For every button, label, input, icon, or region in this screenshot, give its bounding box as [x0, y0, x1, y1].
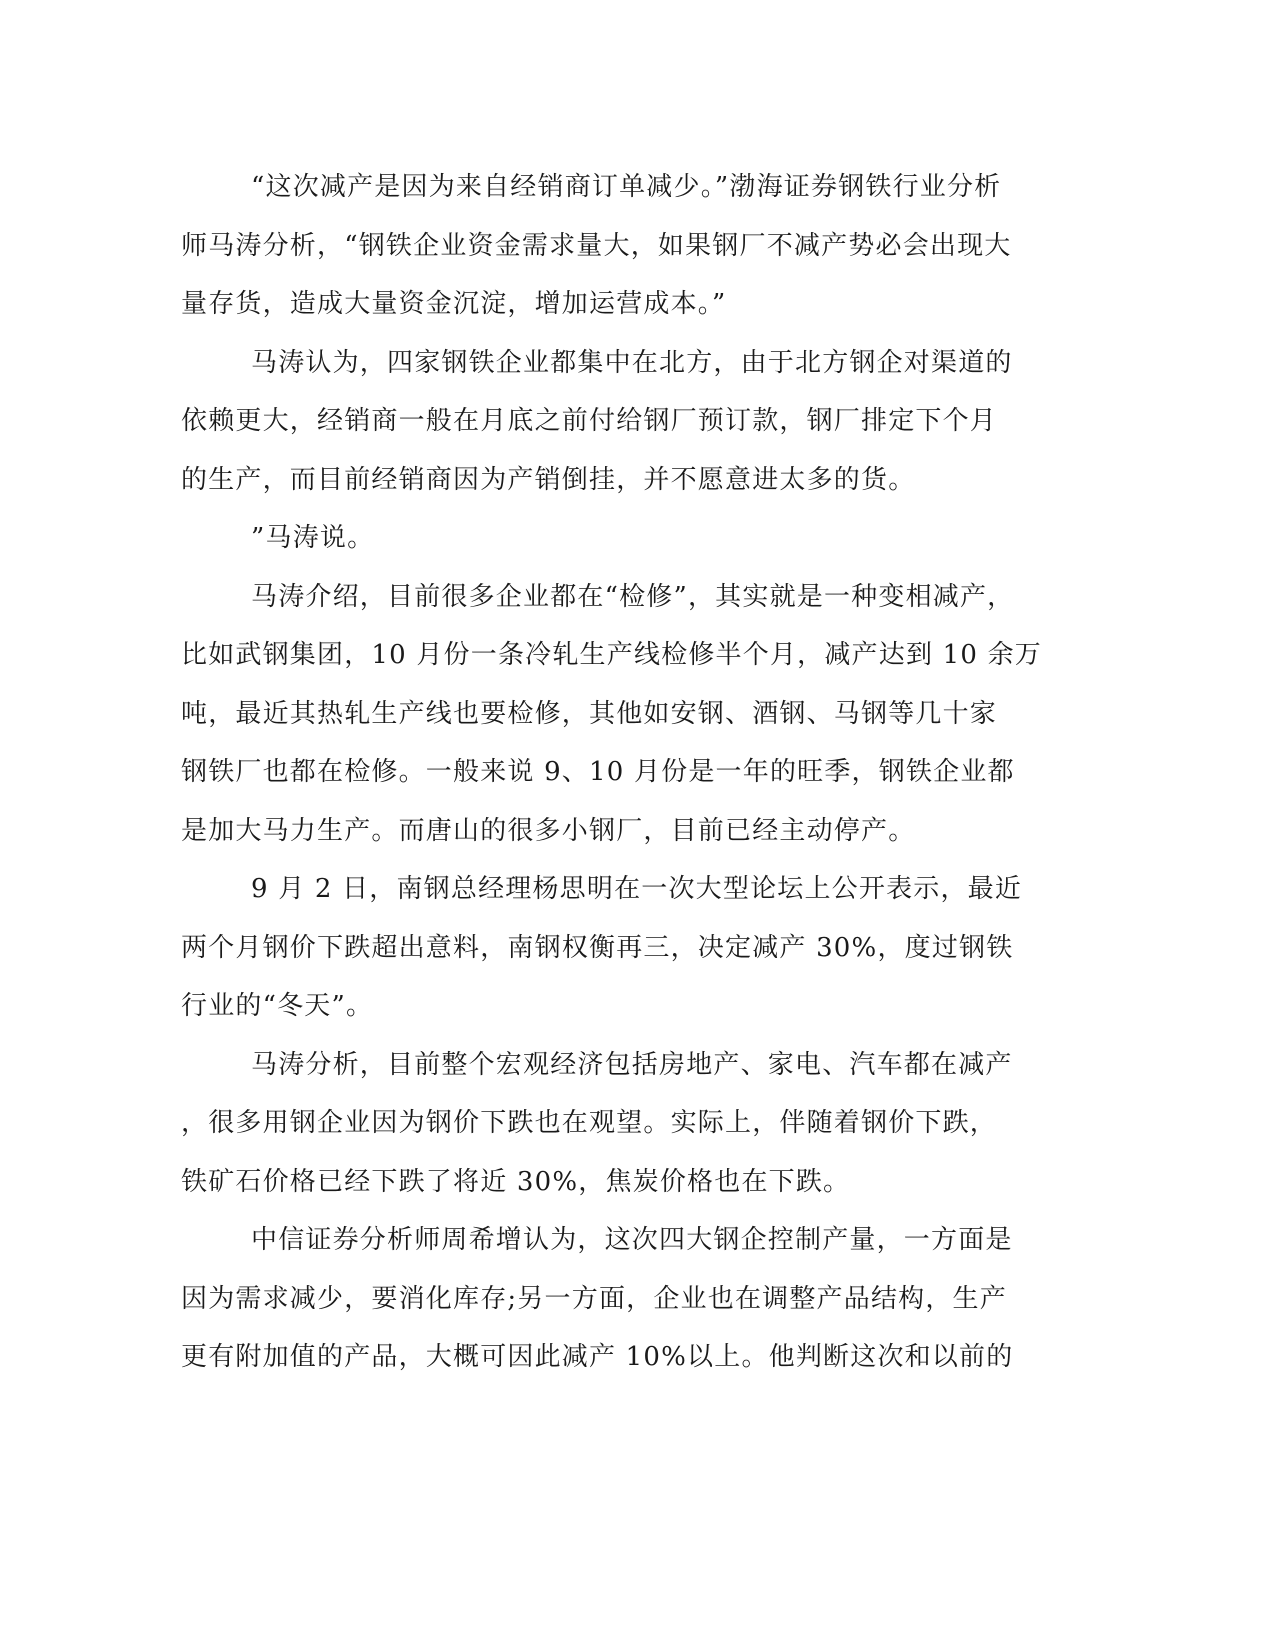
text-line: 钢铁厂也都在检修。一般来说 9、10 月份是一年的旺季，钢铁企业都 — [181, 757, 1015, 787]
text-line: ”马涛说。 — [251, 523, 375, 553]
text-line: 中信证券分析师周希增认为，这次四大钢企控制产量，一方面是 — [251, 1225, 1013, 1255]
text-line: 铁矿石价格已经下跌了将近 30%，焦炭价格也在下跌。 — [181, 1166, 851, 1197]
paragraph-7 — [181, 1211, 1031, 1387]
text-line: 因为需求减少，要消化库存;另一方面，企业也在调整产品结构，生产 — [181, 1283, 1007, 1314]
text-line: 马涛认为，四家钢铁企业都集中在北方，由于北方钢企对渠道的 — [251, 347, 1013, 378]
paragraph-4 — [181, 568, 1042, 861]
text-line: 9 月 2 日，南钢总经理杨思明在一次大型论坛上公开表示，最近 — [251, 874, 1023, 904]
text-line: 吨，最近其热轧生产线也要检修，其他如安钢、酒钢、马钢等几十家 — [181, 698, 998, 729]
text-line: 师马涛分析，“钢铁企业资金需求量大，如果钢厂不减产势必会出现大 — [181, 230, 1012, 261]
text-line: 量存货，造成大量资金沉淀，增加运营成本。” — [181, 289, 727, 319]
text-line: ，很多用钢企业因为钢价下跌也在观望。实际上，伴随着钢价下跌， — [181, 1108, 998, 1138]
text-line: 比如武钢集团，10 月份一条冷轧生产线检修半个月，减产达到 10 余万 — [181, 640, 1042, 670]
paragraph-5 — [181, 860, 1031, 1036]
paragraph-3 — [181, 509, 1031, 568]
paragraph-1 — [181, 158, 1031, 334]
document-body — [181, 158, 1042, 1387]
text-line: 两个月钢价下跌超出意料，南钢权衡再三，决定减产 30%，度过钢铁 — [181, 932, 1014, 963]
text-line: 马涛介绍，目前很多企业都在“检修”，其实就是一种变相减产， — [251, 581, 1015, 612]
text-line: 是加大马力生产。而唐山的很多小钢厂，目前已经主动停产。 — [181, 815, 916, 846]
text-line: 更有附加值的产品，大概可因此减产 10%以上。他判断这次和以前的 — [181, 1342, 1014, 1372]
paragraph-6 — [181, 1036, 1031, 1212]
text-line: 依赖更大，经销商一般在月底之前付给钢厂预订款，钢厂排定下个月 — [181, 406, 998, 436]
text-line: 马涛分析，目前整个宏观经济包括房地产、家电、汽车都在减产 — [251, 1049, 1013, 1080]
paragraph-2 — [181, 334, 1031, 510]
text-line: “这次减产是因为来自经销商订单减少。”渤海证券钢铁行业分析 — [251, 172, 1002, 202]
text-line: 行业的“冬天”。 — [181, 991, 374, 1021]
text-line: 的生产，而目前经销商因为产销倒挂，并不愿意进太多的货。 — [181, 464, 916, 495]
